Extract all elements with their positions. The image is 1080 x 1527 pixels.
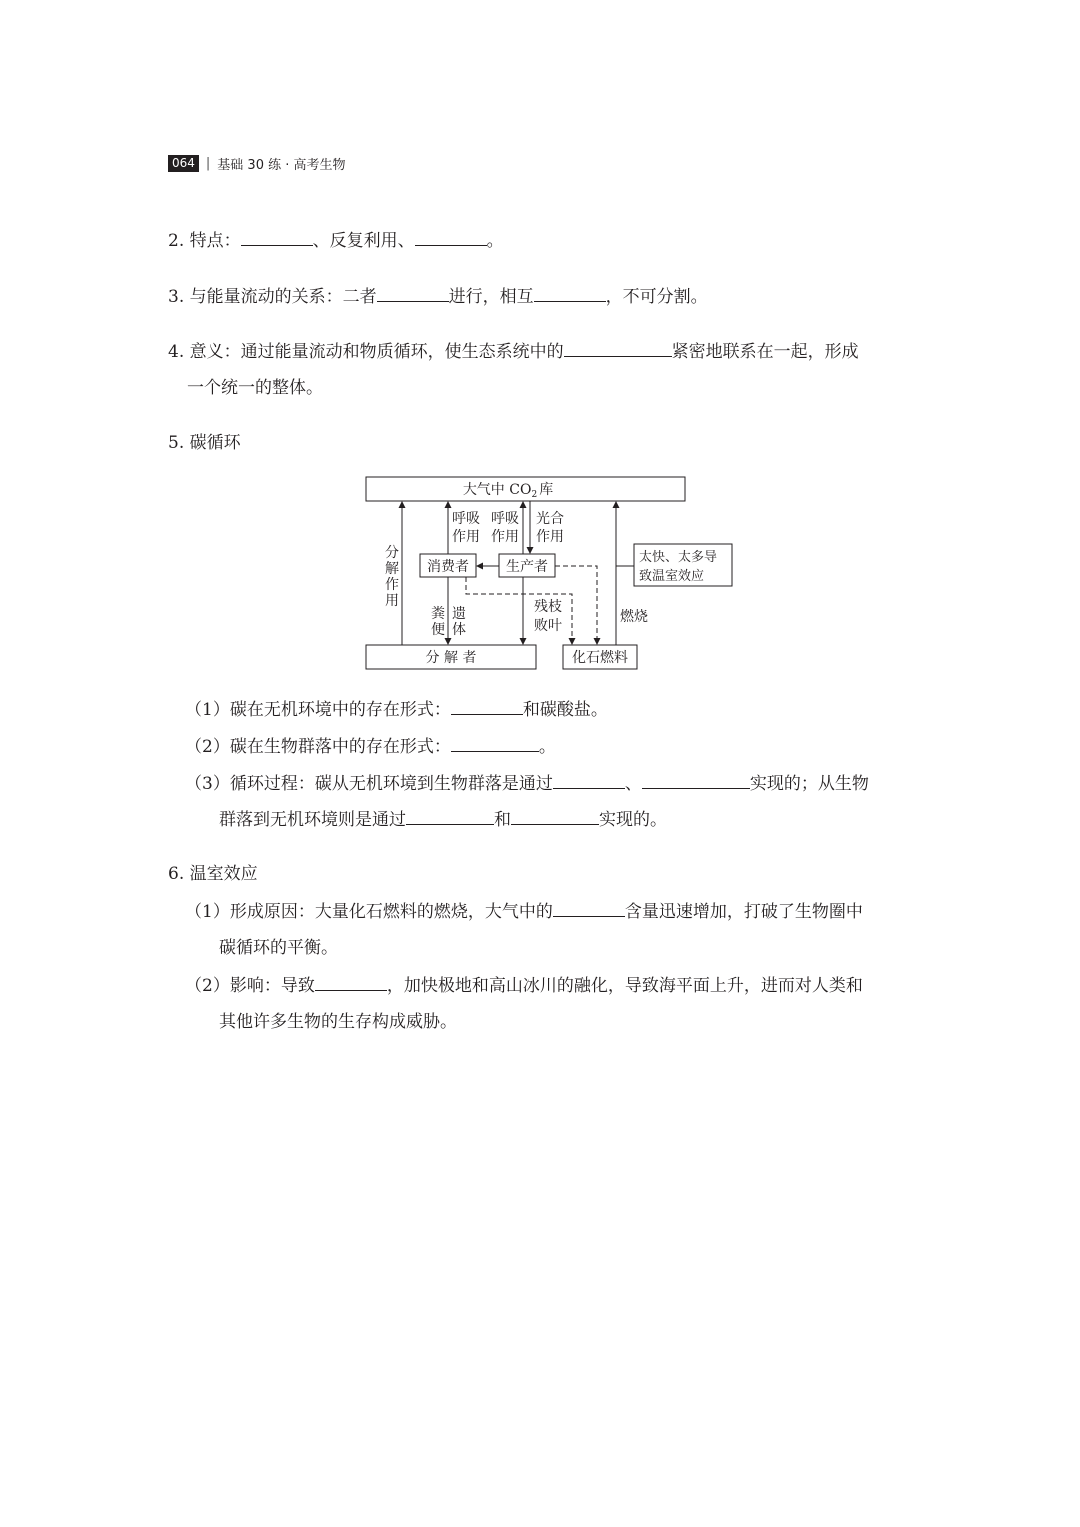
carbon-cycle-diagram	[355, 470, 745, 675]
consumer-respiration-label-1: 呼吸	[452, 511, 480, 527]
remains-char-1: 遗	[452, 606, 466, 622]
blank	[406, 808, 494, 825]
decomposition-char-1: 分	[385, 545, 399, 561]
feces-char-2: 便	[431, 622, 445, 638]
item-5-title: 5. 碳循环	[168, 433, 241, 453]
producer-respiration-label-1: 呼吸	[491, 511, 519, 527]
blank	[534, 285, 606, 302]
page-header	[168, 152, 346, 174]
question-6-1-text-b: 含量迅速增加，打破了生物圈中	[624, 902, 863, 922]
question-5-1-text-a: （1）碳在无机环境中的存在形式：	[185, 700, 451, 720]
litter-label-2: 败叶	[534, 618, 562, 634]
consumer-label: 消费者	[427, 559, 469, 575]
question-5-2-text-a: （2）碳在生物群落中的存在形式：	[185, 737, 451, 757]
remains-char-2: 体	[452, 622, 466, 638]
blank	[451, 698, 523, 715]
question-5-3-line-1	[185, 772, 869, 795]
photosynthesis-label-1: 光合	[536, 511, 564, 527]
item-3	[168, 285, 708, 308]
decomposition-char-4: 用	[385, 593, 399, 609]
item-4-line-1	[168, 340, 859, 363]
question-5-3-text-f: 实现的。	[599, 810, 667, 830]
item-4-line-2	[187, 377, 323, 399]
question-6-2-text-a: （2）影响：导致	[185, 976, 315, 996]
item-2-text-a: 2. 特点：	[168, 231, 241, 251]
decomposition-char-2: 解	[385, 561, 399, 577]
burning-label: 燃烧	[620, 609, 648, 625]
question-5-1	[185, 698, 608, 721]
item-6-title: 6. 温室效应	[168, 864, 258, 884]
question-6-1-line-2: 碳循环的平衡。	[219, 938, 338, 958]
blank	[315, 974, 387, 991]
item-4-text-b: 紧密地联系在一起，形成	[671, 342, 859, 362]
decomposition-char-3: 作	[385, 577, 399, 593]
blank	[451, 735, 539, 752]
blank	[564, 340, 672, 357]
item-3-text-a: 3. 与能量流动的关系：二者	[168, 287, 377, 307]
blank	[415, 229, 487, 246]
blank	[241, 229, 313, 246]
item-2	[168, 229, 504, 252]
question-6-1-text-a: （1）形成原因：大量化石燃料的燃烧，大气中的	[185, 902, 553, 922]
question-5-3-text-a: （3）循环过程：碳从无机环境到生物群落是通过	[185, 774, 553, 794]
item-3-text-c: ，不可分割。	[605, 287, 708, 307]
question-5-3-text-b: 、	[624, 774, 642, 794]
question-6-1-line-1	[185, 900, 863, 923]
question-6-2-line-2: 其他许多生物的生存构成威胁。	[219, 1012, 457, 1032]
question-5-2-text-b: 。	[538, 737, 556, 757]
item-4-text-c: 一个统一的整体。	[187, 378, 323, 398]
decomposer-label: 分 解 者	[425, 650, 477, 666]
item-4-text-a: 4. 意义：通过能量流动和物质循环，使生态系统中的	[168, 342, 564, 362]
page-number: 064	[168, 155, 199, 172]
question-5-3-text-d: 群落到无机环境则是通过	[219, 810, 406, 830]
blank	[553, 900, 625, 917]
photosynthesis-label-2: 作用	[536, 529, 564, 545]
question-5-3-text-c: 实现的；从生物	[749, 774, 869, 794]
blank	[553, 772, 625, 789]
greenhouse-label-2: 致温室效应	[639, 569, 705, 584]
question-5-3-text-e: 和	[494, 810, 511, 830]
question-5-1-text-b: 和碳酸盐。	[522, 700, 608, 720]
blank	[642, 772, 750, 789]
atmosphere-label: 大气中 $CO_2$ 库	[462, 482, 554, 500]
book-title: 基础 30 练 · 高考生物	[217, 157, 346, 173]
consumer-respiration-label-2: 作用	[452, 529, 480, 545]
fossil-fuel-label: 化石燃料	[572, 650, 628, 666]
greenhouse-label-1: 太快、太多导	[639, 550, 718, 565]
blank	[511, 808, 599, 825]
item-3-text-b: 进行，相互	[448, 287, 534, 307]
feces-char-1: 粪	[431, 606, 445, 622]
producer-respiration-label-2: 作用	[491, 529, 519, 545]
question-6-2-line-1	[185, 974, 863, 997]
blank	[377, 285, 449, 302]
question-5-3-line-2	[219, 808, 667, 831]
producer-label: 生产者	[506, 559, 548, 575]
question-5-2	[185, 735, 556, 758]
litter-label-1: 残枝	[534, 599, 562, 615]
item-2-text-b: 、反复利用、	[312, 231, 415, 251]
item-2-text-c: 。	[486, 231, 504, 251]
question-6-2-text-b: ，加快极地和高山冰川的融化，导致海平面上升，进而对人类和	[386, 976, 863, 996]
header-separator: |	[205, 155, 211, 171]
